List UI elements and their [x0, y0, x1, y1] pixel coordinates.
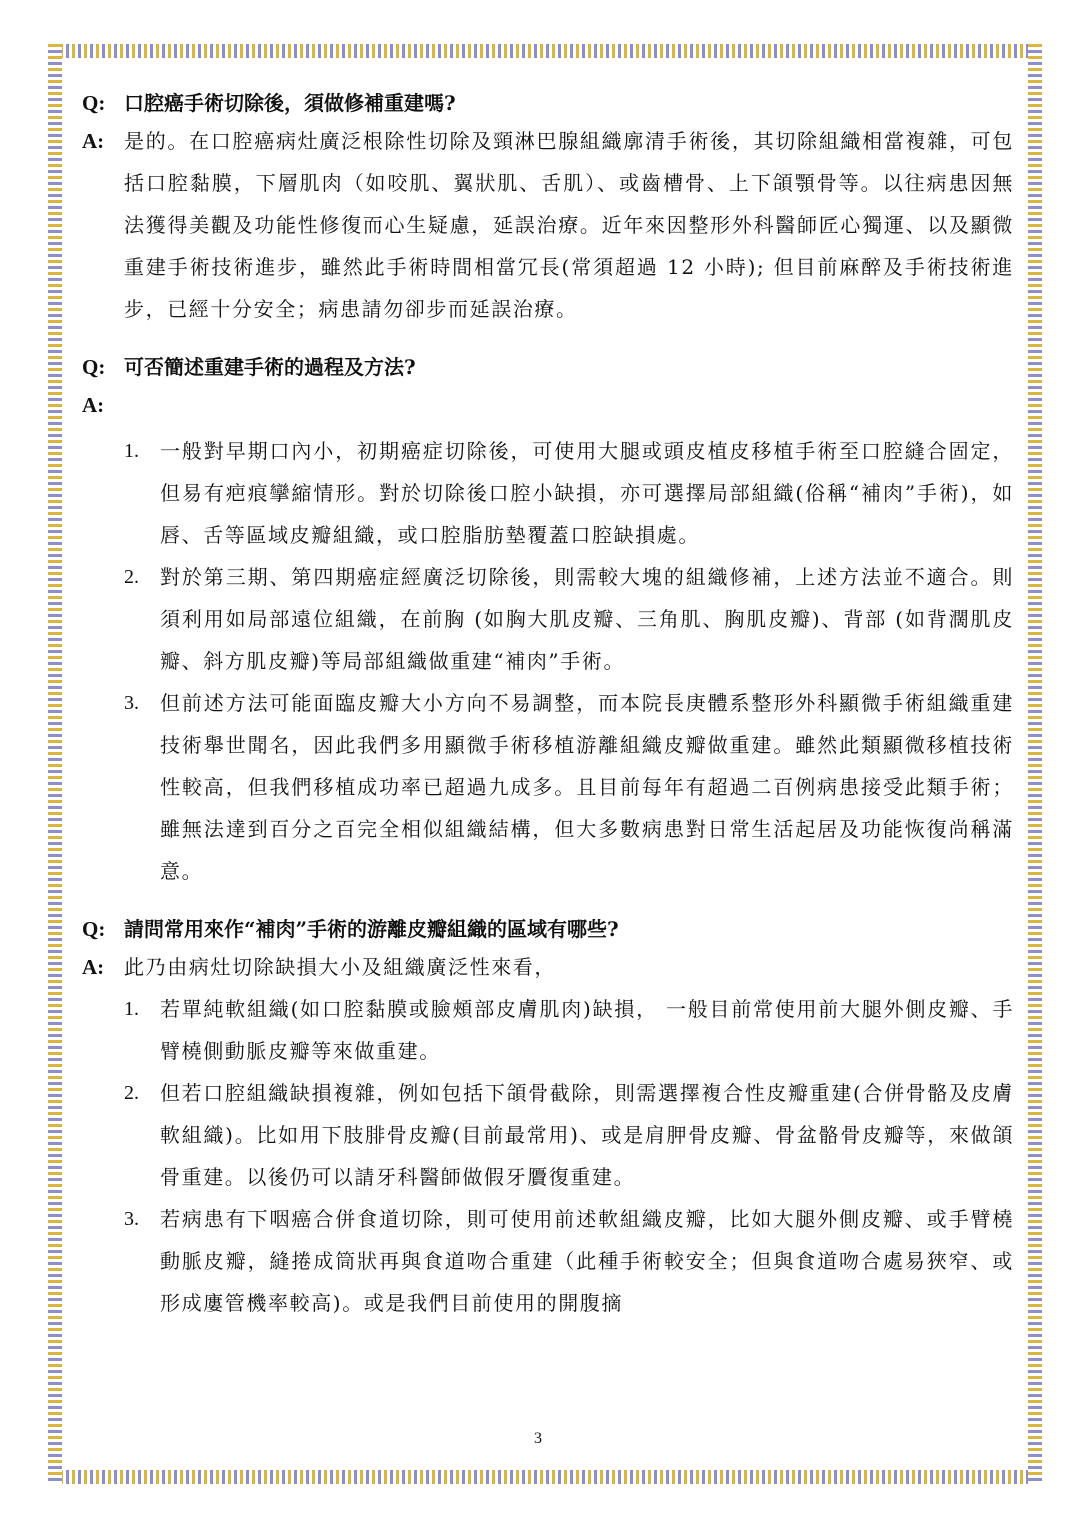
- answer-3-text: 此乃由病灶切除缺損大小及組織廣泛性來看，: [124, 955, 556, 979]
- answer-2: [82, 384, 1014, 426]
- list-item-text: 但前述方法可能面臨皮瓣大小方向不易調整，而本院長庚體系整形外科顯微手術組織重建技術舉世聞名，因此我們多用顯微手術移植游離組織皮瓣做重建。雖然此類顯微移植技術性較高，但我們移植成功率已超過九成多。且目前每年有超過二百例病患接受此類手術；雖無法達到百分之百完全相似組織結構，但大多數病患對日常生活起居及功能恢復尚稱滿意。: [160, 691, 1014, 883]
- answer-tag: A:: [82, 129, 105, 153]
- list-item: [124, 988, 1014, 1072]
- page-border-left: [48, 44, 62, 1484]
- question-1-text: 口腔癌手術切除後，須做修補重建嗎?: [124, 91, 456, 115]
- qa-section-1: [82, 86, 1014, 330]
- answer-3: [82, 946, 1014, 988]
- answer-tag: A:: [82, 955, 105, 979]
- list-item-text: 但若口腔組織缺損複雜，例如包括下頜骨截除，則需選擇複合性皮瓣重建(合併骨骼及皮膚軟組織)。比如用下肢腓骨皮瓣(目前最常用)、或是肩胛骨皮瓣、骨盆骼骨皮瓣等，來做頜骨重建。以後仍可以請牙科醫師做假牙贗復重建。: [160, 1081, 1014, 1189]
- list-item: [124, 556, 1014, 682]
- list-item-number: 1.: [124, 440, 139, 462]
- question-3: [82, 912, 1014, 946]
- list-item-number: 2.: [124, 566, 139, 588]
- document-body: [82, 86, 1014, 1344]
- list-item-text: 一般對早期口內小，初期癌症切除後，可使用大腿或頭皮植皮移植手術至口腔縫合固定，但易有疤痕攣縮情形。對於切除後口腔小缺損，亦可選擇局部組織(俗稱“補肉”手術)，如唇、舌等區域皮瓣組織，或口腔脂肪墊覆蓋口腔缺損處。: [160, 439, 1014, 547]
- page-number: 3: [534, 1430, 542, 1447]
- answer-tag: A:: [82, 393, 105, 417]
- question-2: [82, 350, 1014, 384]
- qa-section-2: [82, 350, 1014, 892]
- list-item-text: 若單純軟組織(如口腔黏膜或臉頰部皮膚肌肉)缺損， 一般目前常使用前大腿外側皮瓣、手臂橈側動脈皮瓣等來做重建。: [160, 997, 1014, 1063]
- list-item: [124, 1072, 1014, 1198]
- answer-2-list: [124, 430, 1014, 892]
- answer-1-text: 是的。在口腔癌病灶廣泛根除性切除及頸淋巴腺組織廓清手術後，其切除組織相當複雜，可包括口腔黏膜，下層肌肉（如咬肌、翼狀肌、舌肌）、或齒槽骨、上下頜顎骨等。以往病患因無法獲得美觀及功能性修復而心生疑慮，延誤治療。近年來因整形外科醫師匠心獨運、以及顯微重建手術技術進步，雖然此手術時間相當冗長(常須超過 12 小時); 但目前麻醉及手術技術進步，已經十分安全；病患請勿卻步而延誤治療。: [124, 129, 1014, 321]
- question-3-text: 請問常用來作“補肉”手術的游離皮瓣組織的區域有哪些?: [124, 917, 619, 941]
- page-border-top: [48, 44, 1028, 58]
- page-border-bottom: [48, 1470, 1028, 1484]
- list-item-number: 3.: [124, 1208, 139, 1230]
- list-item-text: 若病患有下咽癌合併食道切除，則可使用前述軟組織皮瓣，比如大腿外側皮瓣、或手臂橈動脈皮瓣，縫捲成筒狀再與食道吻合重建（此種手術較安全；但與食道吻合處易狹窄、或形成廔管機率較高)。或是我們目前使用的開腹摘: [160, 1207, 1014, 1315]
- list-item: [124, 1198, 1014, 1324]
- question-tag: Q:: [82, 355, 106, 379]
- question-1: [82, 86, 1014, 120]
- list-item-text: 對於第三期、第四期癌症經廣泛切除後，則需較大塊的組織修補，上述方法並不適合。則須利用如局部遠位組織，在前胸 (如胸大肌皮瓣、三角肌、胸肌皮瓣)、背部 (如背濶肌皮瓣、斜方肌皮瓣)等局部組織做重建“補肉”手術。: [160, 565, 1014, 673]
- list-item-number: 1.: [124, 998, 139, 1020]
- page-border-right: [1028, 44, 1042, 1484]
- question-tag: Q:: [82, 917, 106, 941]
- question-tag: Q:: [82, 91, 106, 115]
- list-item-number: 3.: [124, 692, 139, 714]
- question-2-text: 可否簡述重建手術的過程及方法?: [124, 355, 416, 379]
- list-item: [124, 430, 1014, 556]
- answer-3-list: [124, 988, 1014, 1324]
- answer-1: [82, 120, 1014, 330]
- list-item-number: 2.: [124, 1082, 139, 1104]
- list-item: [124, 682, 1014, 892]
- qa-section-3: [82, 912, 1014, 1324]
